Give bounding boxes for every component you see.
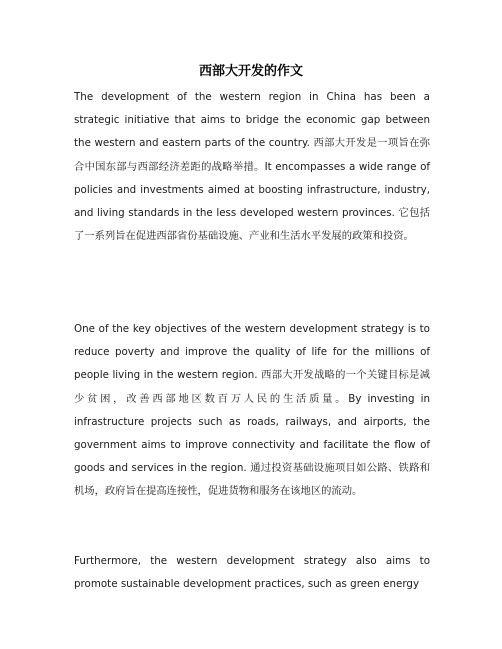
paragraph-2-english-b: By investing in infrastructure projects such as roads, railways, and airports, the government aims to improve connectivity and facilitate the flow of goods and services in the region.	[74, 392, 431, 475]
paragraph-1-chinese-a: 西部大开发是一项旨在弥合中国东部与西部经济差距的战略举措。	[74, 137, 430, 173]
document-title: 西部大开发的作文	[198, 64, 303, 79]
paragraph-1	[74, 86, 430, 248]
paragraph-1-english-b: It encompasses a wide range of policies and investments aimed at boosting infrastructure, industry, and living standards in the less developed western provinces.	[74, 160, 431, 220]
paragraph-3	[74, 550, 430, 596]
paragraph-1-chinese-b: 它包括了一系列旨在促进西部省份基础设施、产业和生活水平发展的政策和投资。	[74, 207, 431, 243]
paragraph-2-chinese-a: 西部大开发战略的一个关键目标是减少贫困，改善西部地区数百万人民的生活质量。	[74, 369, 430, 405]
paragraph-2-english-a: One of the key objectives of the western development strategy is to reduce poverty and improve the quality of life for the millions of people living in the western region.	[74, 323, 430, 382]
paragraph-2	[74, 318, 430, 504]
paragraph-2-chinese-b: 通过投资基础设施项目如公路、铁路和机场，政府旨在提高连接性，促进货物和服务在该地区的流动。	[74, 462, 430, 498]
paragraph-3-english-a: Furthermore, the western development strategy also aims to promote sustainable development practices, such as green energy	[74, 555, 430, 591]
paragraph-1-english-a: The development of the western region in China has been a strategic initiative that aims to bridge the economic gap between the western and eastern parts of the country.	[74, 91, 430, 150]
